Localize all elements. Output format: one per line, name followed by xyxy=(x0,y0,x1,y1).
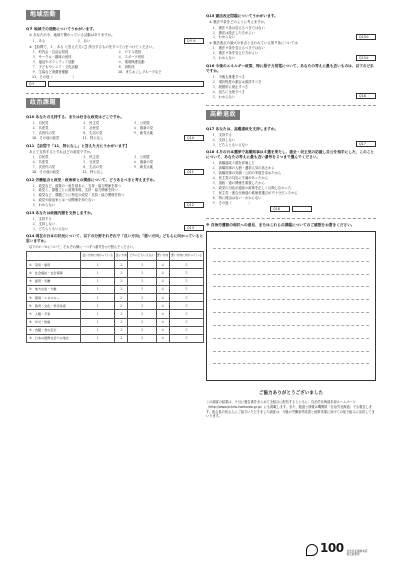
q17-title: Q17 あなたは、高橋道政を支持しますか。 xyxy=(206,127,279,132)
option[interactable]: １．ある xyxy=(32,38,46,43)
ruled-line xyxy=(213,274,369,275)
q9-title: Q９ 地域での活動についてうかがいます。 xyxy=(26,27,97,32)
option[interactable]: 10．その他の政党 xyxy=(32,170,60,175)
rating-cell[interactable]: ４ xyxy=(156,285,169,293)
ruled-line xyxy=(213,312,369,313)
row-label: ⑦ 人権・平和 xyxy=(27,310,81,318)
option[interactable]: ７．民主党・連合北海道の候補者選びが不十分だったから xyxy=(212,190,298,195)
row-label: ⑩ 日本の国際社会での地位 xyxy=(27,334,81,342)
q12-options xyxy=(32,184,184,208)
rating-cell[interactable]: ２ xyxy=(115,318,128,326)
q17-row xyxy=(206,132,376,147)
option[interactable]: ６．環境保護活動 xyxy=(118,60,145,65)
thanks-title: ご協力ありがとうございました xyxy=(258,391,324,397)
option[interactable]: 11．特になし xyxy=(82,136,104,141)
option[interactable]: ２．政党と、課題ごとに政策実現、支持・協力関係を持つ xyxy=(32,188,118,193)
option[interactable]: ４．共産党 xyxy=(32,160,49,165)
q15-sub2-row xyxy=(206,45,376,60)
option[interactable]: ３．どちらともいえない xyxy=(212,142,249,147)
rating-cell[interactable]: ５ xyxy=(169,261,203,269)
option[interactable]: ３．公明党 xyxy=(133,121,150,126)
section-header-politics: 政治課題 xyxy=(26,98,60,108)
rating-cell[interactable]: ４ xyxy=(156,318,169,326)
rating-cell[interactable]: ３ xyxy=(128,326,156,334)
table-header: 良い方向 xyxy=(115,252,128,261)
option[interactable]: ８．特に理由はない・わからない xyxy=(212,195,262,200)
rating-cell[interactable]: １ xyxy=(81,294,115,302)
rating-cell[interactable]: ３ xyxy=(128,269,156,277)
option[interactable]: ７．次世代の党 xyxy=(32,165,56,170)
q16-options xyxy=(212,75,356,99)
org-line: 自治労北海道本部 xyxy=(346,549,368,553)
rating-cell[interactable]: ４ xyxy=(156,310,169,318)
q12-row xyxy=(26,183,204,208)
q13-row xyxy=(26,216,204,231)
q18-answer-row xyxy=(206,206,376,212)
free-comment-title: ※ 自治労運動の現状への意見、またはこれらの課題についてのご感想をお書きください。 xyxy=(206,223,355,228)
answer-box-q12[interactable]: Q12 xyxy=(184,202,204,208)
rating-cell[interactable]: ３ xyxy=(128,277,156,285)
q11-options xyxy=(32,155,184,174)
rating-cell[interactable]: ４ xyxy=(156,302,169,310)
option[interactable]: ２．現状程度の割合は維持すべき xyxy=(212,79,262,84)
option[interactable]: ６．維新の党 xyxy=(133,126,154,131)
option[interactable]: １．支持する xyxy=(212,133,232,138)
rating-cell[interactable]: ５ xyxy=(169,318,203,326)
org-name xyxy=(347,550,368,556)
rating-cell[interactable]: ２ xyxy=(115,261,128,269)
divider xyxy=(206,105,376,106)
q9-sub1: ① あなたが今、地域で関わっている活動はありますか。 xyxy=(29,33,115,38)
table-row xyxy=(27,326,204,334)
table-row xyxy=(27,294,204,302)
option[interactable]: ８．生活の党 xyxy=(82,165,103,170)
rating-cell[interactable]: ５ xyxy=(169,294,203,302)
rating-cell[interactable]: ３ xyxy=(128,285,156,293)
answer-box-q9-1[interactable]: Q９① xyxy=(184,38,204,44)
option[interactable]: ６．維新の党 xyxy=(133,160,154,165)
section-header-community: 地域活動 xyxy=(26,10,60,20)
rating-cell[interactable]: ３ xyxy=(128,334,156,342)
rating-cell[interactable]: ５ xyxy=(169,277,203,285)
row-label: ② 社会福祉・社会保障 xyxy=(27,269,81,277)
option[interactable]: ３．どちらともいえない xyxy=(32,226,69,231)
option[interactable]: ２．憲法は改正した方がよい xyxy=(212,30,255,35)
rating-cell[interactable]: ５ xyxy=(169,269,203,277)
option[interactable]: 10．まちおこしグループなど xyxy=(118,70,162,75)
table-row xyxy=(27,302,204,310)
option[interactable]: ５．社民党 xyxy=(82,126,100,131)
answer-box-q15-2[interactable]: Q15② xyxy=(356,55,376,61)
q9-answer-field[interactable] xyxy=(48,81,204,87)
rating-cell[interactable]: ４ xyxy=(156,326,169,334)
table-row xyxy=(27,269,204,277)
answer-box-q9: Q９ xyxy=(26,81,46,87)
q15-sub1-row xyxy=(206,25,376,40)
option[interactable]: ４．直ちに全廃すべき xyxy=(212,89,245,94)
q14-note: 以下の①〜⑩について、それぞれ横に一つずつ番号を○で囲んでください。 xyxy=(29,244,137,249)
rating-cell[interactable]: ２ xyxy=(115,269,128,277)
option[interactable]: １．今後も推進すべき xyxy=(212,74,245,79)
rating-cell[interactable]: ２ xyxy=(115,334,128,342)
table-header-row xyxy=(27,252,204,261)
option[interactable]: ６．政党の対応が道政の政策を正しく反映しなかった xyxy=(212,186,292,190)
right-column xyxy=(206,10,376,419)
option[interactable]: ５．わからない xyxy=(32,203,56,208)
q12-title: Q12 労働組合と政党・政治家との関係について、どうあるべきと考えますか。 xyxy=(26,177,158,182)
option[interactable]: １．憲法９条は変えるべきではない xyxy=(212,25,265,30)
option[interactable]: ５．わからない xyxy=(212,94,236,99)
answer-box-q11[interactable]: Q11 xyxy=(184,169,204,175)
ruled-line xyxy=(213,338,369,339)
q13-options xyxy=(32,217,184,231)
row-label: ⑨ 食糧・食の安全 xyxy=(27,326,81,334)
option[interactable]: ３．わからない xyxy=(212,35,236,40)
rating-cell[interactable]: ５ xyxy=(169,326,203,334)
option[interactable]: ３．サークル・趣味の団体 xyxy=(32,55,72,60)
answer-box-q18-second[interactable] xyxy=(292,206,312,212)
answer-box-q17[interactable]: Q17 xyxy=(356,141,376,147)
ruled-line xyxy=(213,286,369,287)
option[interactable]: ９．新党大地 xyxy=(133,165,154,170)
option[interactable]: 11．特になし xyxy=(82,170,104,175)
rating-cell[interactable]: １ xyxy=(81,285,115,293)
rating-cell[interactable]: ２ xyxy=(115,310,128,318)
option[interactable]: ２．憲法９条を変えた方がよい xyxy=(212,51,259,56)
option[interactable]: １．憲法９条を変えるべきではない xyxy=(212,46,265,51)
option[interactable]: １．自民党 xyxy=(32,121,49,126)
answer-box-q18[interactable]: Q18 xyxy=(270,206,290,212)
row-label: ⑧ 外交・防衛 xyxy=(27,318,81,326)
q10-row xyxy=(26,120,204,140)
row-label: ③ 雇用・労働 xyxy=(27,277,81,285)
q11-sub: あえて支持するとすればどの政党ですか。 xyxy=(29,149,94,154)
rating-cell[interactable]: １ xyxy=(81,277,115,285)
divider xyxy=(206,218,376,219)
q17-options xyxy=(212,133,356,147)
logo-text: 100 xyxy=(320,541,344,555)
table-header xyxy=(27,252,81,261)
ruled-line xyxy=(213,299,369,300)
rating-cell[interactable]: ２ xyxy=(115,277,128,285)
rating-cell[interactable]: ４ xyxy=(156,269,169,277)
q18-title: Q18 ４月の日本選挙で高橋知事は４選を果たし、道会・民主党の応援し自公を相手にした、このことについて、あなたの考えに最も近い番号を２つまで選んでください。 xyxy=(206,150,375,160)
option[interactable]: ２．支持しない xyxy=(32,221,56,226)
table-row xyxy=(27,261,204,269)
rating-cell[interactable]: ３ xyxy=(128,302,156,310)
rating-cell[interactable]: ２ xyxy=(115,285,128,293)
ruled-line xyxy=(213,248,369,249)
rating-cell[interactable]: １ xyxy=(81,318,115,326)
rating-cell[interactable]: ２ xyxy=(115,302,128,310)
q14-table-body xyxy=(27,261,204,343)
answer-box-q10[interactable]: Q10 xyxy=(184,135,204,141)
option[interactable]: ８．消防団 xyxy=(118,65,135,70)
q15-sub1-options xyxy=(212,26,356,40)
q15-sub2: ② 憲法改正の最大の争点と言われている第９条については xyxy=(209,40,298,45)
q15-sub1: ① 憲法９条をどのように考えますか。 xyxy=(209,19,268,24)
row-label: ⑤ 環境・エネルギー xyxy=(27,294,81,302)
table-row xyxy=(27,310,204,318)
option[interactable]: ４．スポーツ団体 xyxy=(118,55,145,60)
table-header: 悪い方向に向かっている xyxy=(169,252,203,261)
answer-box-q16[interactable]: Q16 xyxy=(356,93,376,99)
q9-sub2: ② 【前問で、１．ある と答えた方に】該当するものをすべて○をつけてください。 xyxy=(29,44,156,49)
q9-sub1-options xyxy=(32,39,122,43)
rating-cell[interactable]: ５ xyxy=(169,334,203,342)
rating-cell[interactable]: ３ xyxy=(128,261,156,269)
rating-cell[interactable]: ２ xyxy=(115,326,128,334)
option[interactable]: ３．政党など、課題ごとに特定の政党・支持・協力関係を持つ xyxy=(32,193,125,198)
q11-row xyxy=(26,154,204,174)
rating-cell[interactable]: ４ xyxy=(156,261,169,269)
q16-title: Q16 今後のエネルギー政策、特に原子力発電について、あなたの考えに最も近いものは、以下のどれですか。 xyxy=(206,63,374,73)
q9-answer-line xyxy=(26,81,204,87)
q13-title: Q13 あなたは政権内閣を支持しますか。 xyxy=(26,210,95,215)
option[interactable]: ７．次世代の党 xyxy=(32,131,56,136)
option[interactable]: ９．生協など消費者運動 xyxy=(32,70,69,75)
option[interactable]: ２．民主党 xyxy=(82,121,100,126)
q10-title: Q10 あなたの支持する、または好きな政党はどこですか。 xyxy=(26,115,125,120)
option[interactable]: ４．共産党 xyxy=(32,126,49,131)
section-header-prefecture: 高齢退政 xyxy=(206,110,240,120)
option[interactable]: ５．社民党 xyxy=(82,160,100,165)
option[interactable]: １．政党など、政策の一致を基本に、支持・協力関係を持つ xyxy=(32,183,122,188)
rating-cell[interactable]: ３ xyxy=(128,294,156,302)
rating-cell[interactable]: １ xyxy=(81,261,115,269)
option[interactable]: １．自民党 xyxy=(32,155,49,160)
rating-cell[interactable]: ３ xyxy=(128,310,156,318)
option[interactable]: ３．段階的に廃止すべき xyxy=(212,84,249,89)
rating-cell[interactable]: １ xyxy=(81,334,115,342)
option[interactable]: ５．道政・道の関係を重視したから xyxy=(212,181,265,186)
divider xyxy=(26,93,204,94)
q9-sub2-options xyxy=(32,50,204,79)
option[interactable]: ８．生活の党 xyxy=(82,131,103,136)
option[interactable]: ５．福祉やボランティア活動 xyxy=(32,60,75,65)
answer-box-q15-1[interactable]: Q15① xyxy=(356,34,376,40)
q15-sub2-options xyxy=(212,46,356,60)
rating-cell[interactable]: ４ xyxy=(156,277,169,285)
table-header: 良い方向に向かっている xyxy=(81,252,115,261)
option[interactable]: ２．高橋知事の人柄・選挙人気の高さから xyxy=(212,166,275,171)
q14-rating-table xyxy=(26,251,204,343)
rating-cell[interactable]: ４ xyxy=(156,334,169,342)
rating-cell[interactable]: １ xyxy=(81,326,115,334)
rating-cell[interactable]: ２ xyxy=(115,294,128,302)
q15-title: Q15 憲法改正問題についてうかがいます。 xyxy=(206,14,278,18)
option[interactable]: ３．高橋知事の実績・公約の実現を求めたから xyxy=(212,171,282,176)
option[interactable]: ３．わからない xyxy=(212,56,236,61)
rating-cell[interactable]: １ xyxy=(81,269,115,277)
ruled-line xyxy=(213,261,369,262)
option[interactable]: ４．政党や政治家とは一切関係を持たない xyxy=(32,198,95,203)
rating-cell[interactable]: ４ xyxy=(156,294,169,302)
table-row xyxy=(27,334,204,342)
option[interactable]: １．高橋道政３期を評価した xyxy=(212,161,255,166)
left-column xyxy=(26,10,204,343)
table-row xyxy=(27,285,204,293)
option[interactable]: １．町内会・自治会役員 xyxy=(32,50,69,55)
logo-mark-icon xyxy=(306,544,318,556)
option[interactable]: ２．支持しない xyxy=(212,137,236,142)
q14-title: Q14 現在の日本の状況について、以下の分野それぞれで「良い方向」「悪い方向」どちらに向かっていると思いますか。 xyxy=(26,234,204,243)
option[interactable]: ２．ＰＴＡ役員 xyxy=(118,50,142,55)
option[interactable]: 11．その他（ ） xyxy=(32,74,76,79)
answer-box-q13[interactable]: Q13 xyxy=(184,225,204,231)
option[interactable]: １．支持する xyxy=(32,216,52,221)
organization-logo xyxy=(306,540,367,556)
ruled-line xyxy=(213,351,369,352)
rating-cell[interactable]: ５ xyxy=(169,310,203,318)
option[interactable]: ４．民主党の対応に不満があったから xyxy=(212,176,269,181)
option[interactable]: ９．その他（ ） xyxy=(212,200,252,205)
table-row xyxy=(27,318,204,326)
thanks-note: この調査の結果は、９月に報告書をまとめて全組合に配布するとともに、自治労北海道本部ホームページ（http://www.jichiro-hokkaido.gr.jp）にも掲載します。また、報道と情報は機関紙「自治労北海道」でも報告します。組合員の皆さんにご協力いただきました調査は、今後の労働条件改善と政策実現に向けての取り組みに活用してまいります。 xyxy=(206,400,375,419)
row-label: ④ 地方自治・分権 xyxy=(27,285,81,293)
option[interactable]: ９．新党大地 xyxy=(133,131,154,136)
rating-cell[interactable]: ３ xyxy=(128,318,156,326)
rating-cell[interactable]: １ xyxy=(81,302,115,310)
table-header: どちらともいえない xyxy=(128,252,156,261)
row-label: ⑥ 教育・文化・科学技術 xyxy=(27,302,81,310)
q11-title: Q11 【前問で「11．特になし」と答えた方にうかがいます】 xyxy=(26,143,130,148)
q16-row xyxy=(206,74,376,99)
ruled-line xyxy=(213,363,369,364)
option[interactable]: ２．ない xyxy=(77,38,91,43)
org-line: 総合政策局 xyxy=(346,553,360,557)
row-label: ① 景気・雇用 xyxy=(27,261,81,269)
option[interactable]: ２．民主党 xyxy=(82,155,100,160)
rating-cell[interactable]: １ xyxy=(81,310,115,318)
rating-cell[interactable]: ５ xyxy=(169,302,203,310)
q9-sub1-row xyxy=(26,38,204,44)
option[interactable]: 10．その他の政党 xyxy=(32,136,60,141)
option[interactable]: ３．公明党 xyxy=(133,155,150,160)
free-comment-textarea[interactable] xyxy=(206,231,376,381)
option[interactable]: ７．子どもやシニア・文化活動 xyxy=(32,65,79,70)
rating-cell[interactable]: ５ xyxy=(169,285,203,293)
table-header: 悪い方向 xyxy=(156,252,169,261)
q18-options xyxy=(212,161,376,205)
table-row xyxy=(27,277,204,285)
ruled-line xyxy=(213,325,369,326)
q10-options xyxy=(32,121,184,140)
